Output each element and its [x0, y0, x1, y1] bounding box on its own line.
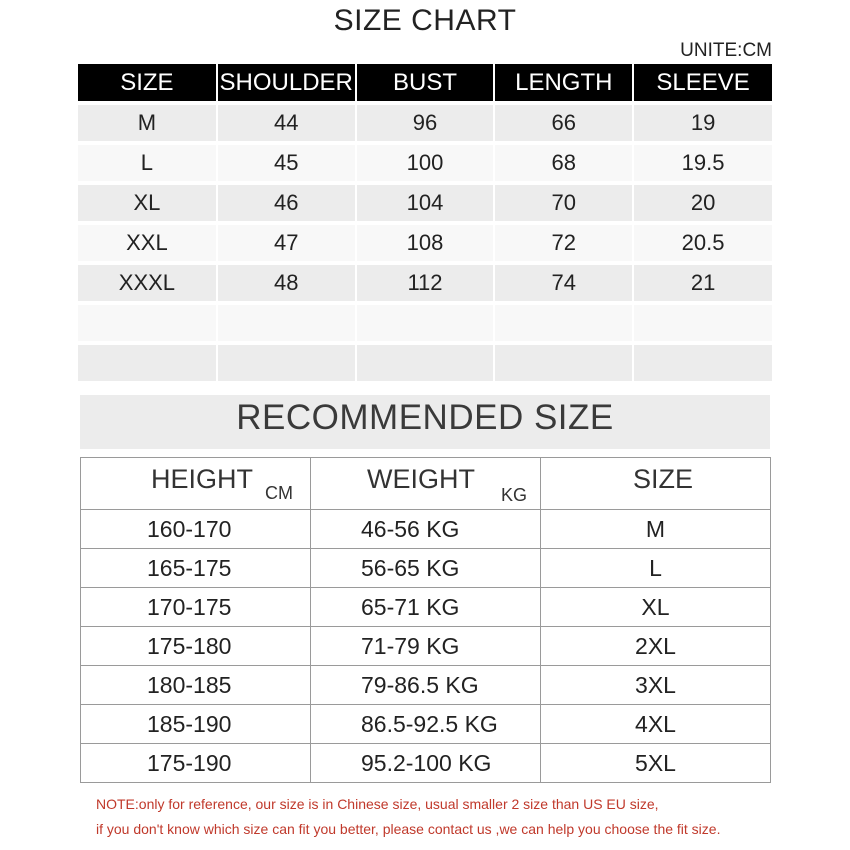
cell-shoulder: 45 — [217, 143, 356, 183]
header-bust: BUST — [356, 64, 495, 103]
table-row-empty — [78, 303, 772, 343]
cell-height: 160-170 — [81, 510, 311, 549]
cell-weight: 86.5-92.5 KG — [311, 705, 541, 744]
cell-empty — [356, 303, 495, 343]
header-height — [81, 458, 311, 510]
header-height-label: HEIGHT — [151, 464, 254, 494]
cell-height: 175-180 — [81, 627, 311, 666]
header-height-unit: CM — [265, 483, 293, 503]
table-row — [78, 143, 772, 183]
header-shoulder: SHOULDER — [217, 64, 356, 103]
cell-empty — [633, 343, 772, 381]
cell-empty — [356, 343, 495, 381]
recommended-header-row — [81, 458, 771, 510]
cell-size: 2XL — [541, 627, 771, 666]
recommended-title: RECOMMENDED SIZE — [236, 398, 614, 437]
cell-sleeve: 20.5 — [633, 223, 772, 263]
table-row — [81, 705, 771, 744]
cell-size: 5XL — [541, 744, 771, 783]
cell-bust: 100 — [356, 143, 495, 183]
cell-weight: 56-65 KG — [311, 549, 541, 588]
cell-bust: 108 — [356, 223, 495, 263]
recommended-table — [80, 457, 771, 783]
table-row — [81, 666, 771, 705]
cell-empty — [217, 303, 356, 343]
cell-size: L — [78, 143, 217, 183]
cell-length: 68 — [494, 143, 633, 183]
cell-height: 170-175 — [81, 588, 311, 627]
cell-empty — [494, 343, 633, 381]
size-chart-title: SIZE CHART — [333, 4, 517, 37]
unit-label: UNITE:CM — [680, 40, 772, 61]
cell-size: 3XL — [541, 666, 771, 705]
table-row-empty — [78, 343, 772, 381]
cell-size: L — [541, 549, 771, 588]
cell-size: 4XL — [541, 705, 771, 744]
cell-shoulder: 44 — [217, 103, 356, 143]
cell-empty — [78, 343, 217, 381]
header-rec-size — [541, 458, 771, 510]
table-row — [81, 510, 771, 549]
cell-length: 72 — [494, 223, 633, 263]
table-row — [81, 588, 771, 627]
cell-empty — [78, 303, 217, 343]
cell-length: 74 — [494, 263, 633, 303]
cell-height: 165-175 — [81, 549, 311, 588]
cell-size: XL — [541, 588, 771, 627]
table-row — [78, 223, 772, 263]
note-line-2: if you don't know which size can fit you better, please contact us ,we can help you choose the fit size. — [96, 821, 721, 837]
cell-size: XXL — [78, 223, 217, 263]
cell-sleeve: 21 — [633, 263, 772, 303]
table-row — [81, 549, 771, 588]
cell-bust: 96 — [356, 103, 495, 143]
table-row — [81, 627, 771, 666]
header-weight-unit: KG — [501, 485, 528, 505]
cell-size: XL — [78, 183, 217, 223]
table-row — [78, 263, 772, 303]
cell-weight: 79-86.5 KG — [311, 666, 541, 705]
cell-shoulder: 48 — [217, 263, 356, 303]
cell-weight: 46-56 KG — [311, 510, 541, 549]
header-weight — [311, 458, 541, 510]
cell-size: M — [541, 510, 771, 549]
cell-shoulder: 47 — [217, 223, 356, 263]
table-row — [78, 103, 772, 143]
size-chart-table — [78, 64, 772, 381]
cell-size: M — [78, 103, 217, 143]
header-length: LENGTH — [494, 64, 633, 103]
header-weight-label: WEIGHT — [367, 464, 475, 494]
cell-weight: 65-71 KG — [311, 588, 541, 627]
cell-bust: 104 — [356, 183, 495, 223]
header-size: SIZE — [78, 64, 217, 103]
cell-empty — [494, 303, 633, 343]
size-chart-header-row — [78, 64, 772, 103]
cell-shoulder: 46 — [217, 183, 356, 223]
cell-length: 66 — [494, 103, 633, 143]
header-size-label: SIZE — [633, 464, 694, 494]
table-row — [78, 183, 772, 223]
cell-length: 70 — [494, 183, 633, 223]
cell-sleeve: 19.5 — [633, 143, 772, 183]
cell-weight: 95.2-100 KG — [311, 744, 541, 783]
cell-sleeve: 20 — [633, 183, 772, 223]
cell-empty — [633, 303, 772, 343]
header-sleeve: SLEEVE — [633, 64, 772, 103]
cell-height: 180-185 — [81, 666, 311, 705]
cell-empty — [217, 343, 356, 381]
cell-sleeve: 19 — [633, 103, 772, 143]
cell-bust: 112 — [356, 263, 495, 303]
cell-weight: 71-79 KG — [311, 627, 541, 666]
note-line-1: NOTE:only for reference, our size is in Chinese size, usual smaller 2 size than US EU size, — [96, 796, 659, 812]
cell-size: XXXL — [78, 263, 217, 303]
cell-height: 185-190 — [81, 705, 311, 744]
cell-height: 175-190 — [81, 744, 311, 783]
table-row — [81, 744, 771, 783]
